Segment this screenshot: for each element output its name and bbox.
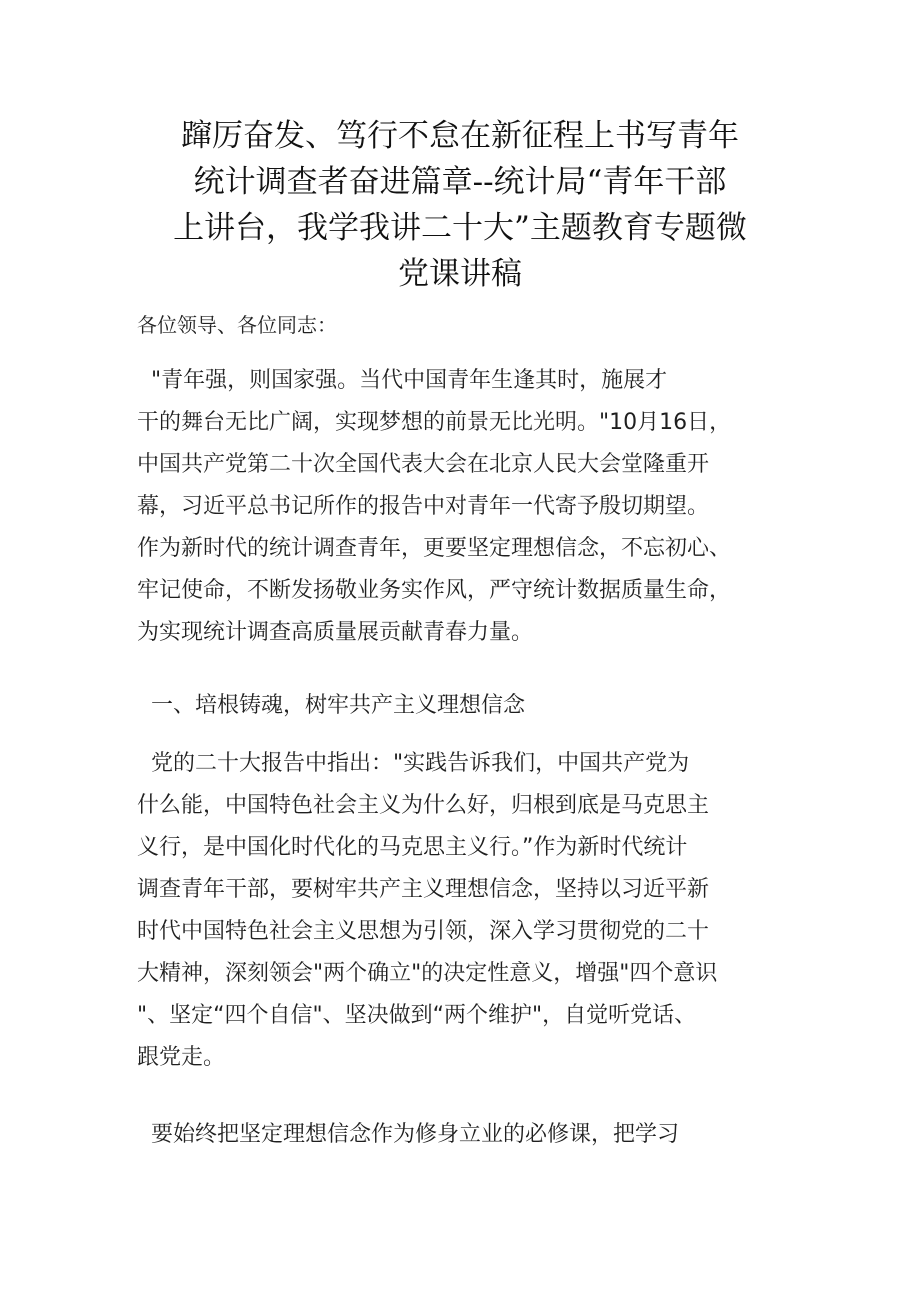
text-line: 义行，是中国化时代化的马克思主义行。”作为新时代统计 — [137, 835, 688, 860]
text-line: 幕，习近平总书记所作的报告中对青年一代寄予殷切期望。 — [137, 494, 710, 519]
text-line: 什么能，中国特色社会主义为什么好，归根到底是马克思主 — [137, 793, 710, 818]
paragraph-continued — [137, 1114, 837, 1156]
document-title — [140, 113, 780, 297]
heading-text: 一、培根铸魂，树牢共产主义理想信念 — [137, 693, 525, 718]
salutation: 各位领导、各位同志： — [137, 313, 337, 337]
text-line: 作为新时代的统计调查青年，更要坚定理想信念，不忘初心、 — [137, 536, 732, 561]
text-line: 大精神，深刻领会"两个确立"的决定性意义，增强"四个意识 — [137, 961, 718, 986]
title-line: 党课讲稿 — [398, 256, 522, 292]
text-line: 跟党走。 — [137, 1045, 226, 1070]
text-line: "青年强，则国家强。当代中国青年生逢其时，施展才 — [137, 368, 668, 393]
text-line: 中国共产党第二十次全国代表大会在北京人民大会堂隆重开 — [137, 452, 710, 477]
text-line: 为实现统计调查高质量展贡献青春力量。 — [137, 620, 534, 645]
text-line: "、坚定“四个自信"、坚决做到“两个维护"，自觉听党话、 — [137, 1003, 697, 1028]
text-line: 党的二十大报告中指出："实践告诉我们，中国共产党为 — [137, 751, 690, 776]
title-line: 统计调查者奋进篇章--统计局“青年干部 — [193, 164, 727, 200]
text-line: 要始终把坚定理想信念作为修身立业的必修课，把学习 — [137, 1122, 679, 1147]
text-line: 牢记使命，不断发扬敬业务实作风，严守统计数据质量生命， — [137, 578, 732, 603]
text-line: 调查青年干部，要树牢共产主义理想信念，坚持以习近平新 — [137, 877, 710, 902]
text-line: 干的舞台无比广阔，实现梦想的前景无比光明。"10月16日， — [137, 410, 732, 435]
paragraph-section-1 — [137, 743, 837, 1079]
paragraph-intro — [137, 360, 837, 654]
title-line: 蹿厉奋发、笃行不怠在新征程上书写青年 — [181, 118, 739, 154]
section-heading-1 — [137, 685, 837, 727]
title-line: 上讲台，我学我讲二十大”主题教育专题微 — [173, 210, 747, 246]
text-line: 时代中国特色社会主义思想为引领，深入学习贯彻党的二十 — [137, 919, 710, 944]
